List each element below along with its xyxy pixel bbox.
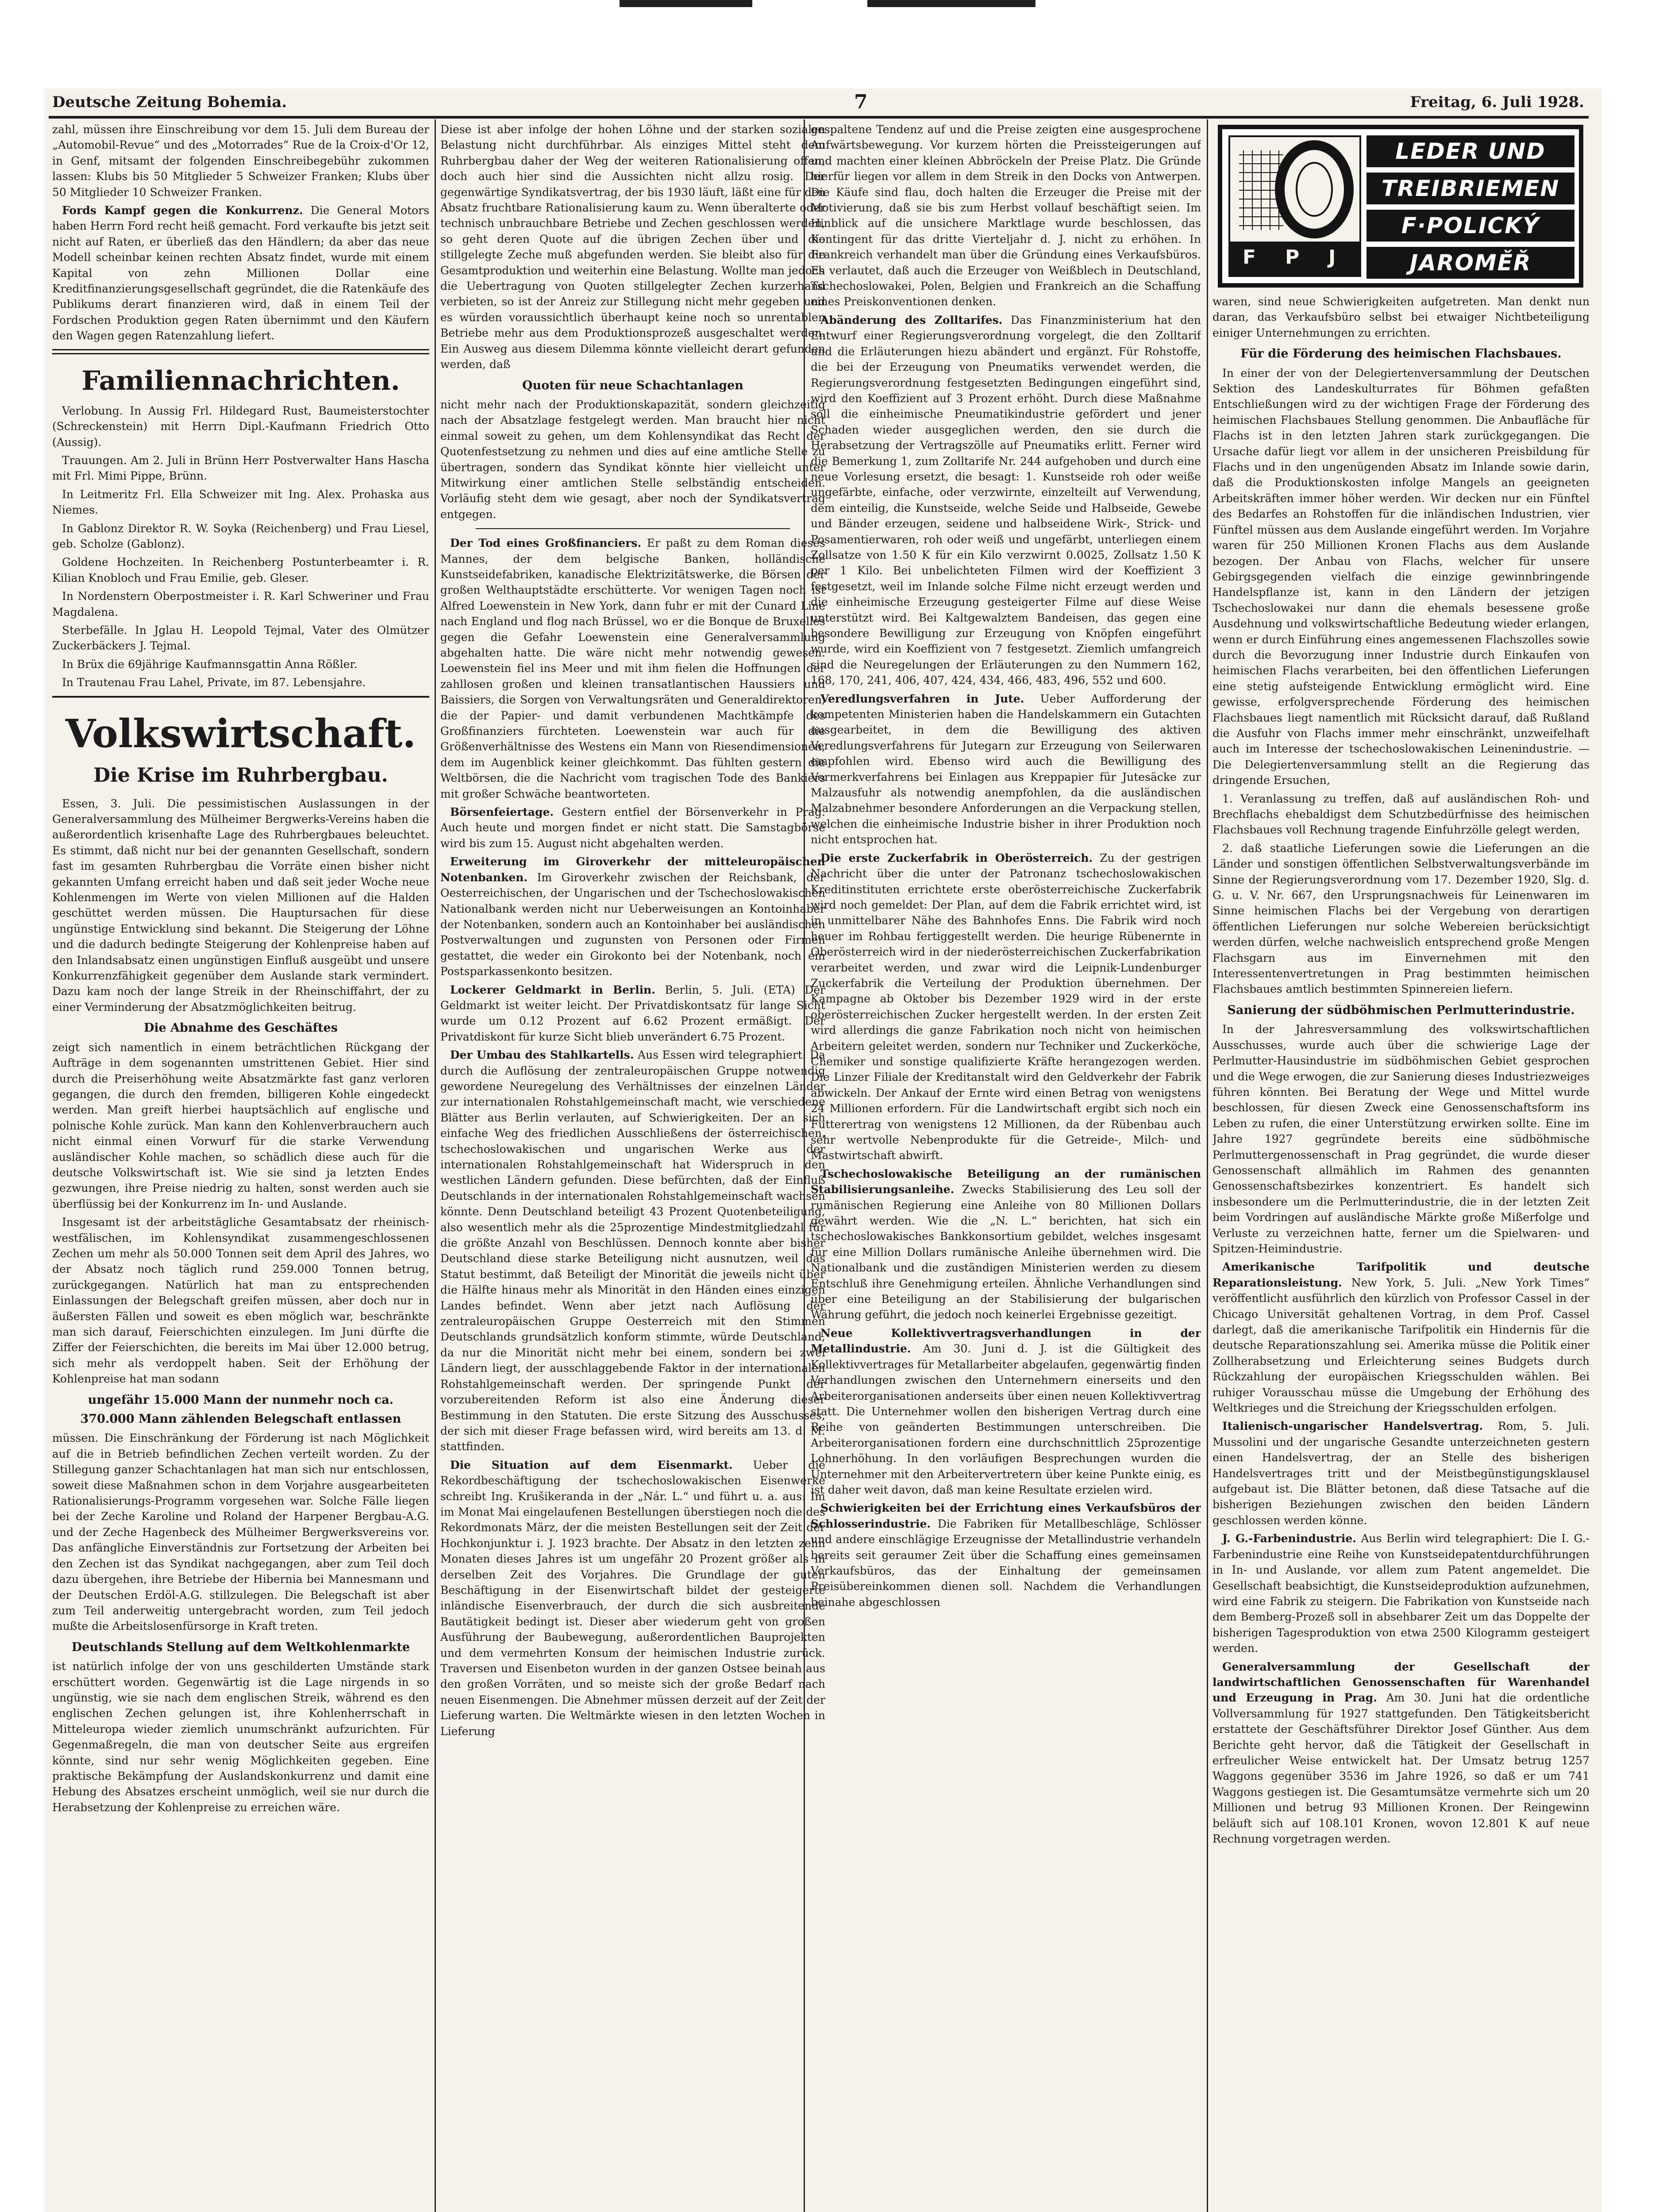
article-text: Das Finanzministerium hat den Entwurf einer Regierungsverordnung vorgelegt, die den Zolltarif und die Erläuterungen hiezu abändert und ergänzt. Für Rohstoffe, die bei der Erzeugung von Pneumatiks verwendet werden, die Regierungsverordnung festgesetzten Bedingungen eingeführt sind, wird den Koeffizient auf 3 Prozent erhöht. Durch diese Maßnahme soll die einheimische Pneumatikindustrie gefördert und jener Schaden wieder ausgeglichen werden, den sie durch die Herabsetzung der Vertragszölle auf Pneumatiks erlitt. Ferner wird die Bemerkung 1, zum Zolltarife Nr. 244 aufgehoben und durch eine neue Vorlesung ersetzt, die besagt: 1. Kunstseide roh oder weiße ungefärbte, einfache, oder verzwirnte, einzelteilt auf Verwendung, dem einteilig, die Kunstseide, welche Seide und Halbseide, Gewebe und Bänder erzeugen, seidene und halbseidene Wirk-, Strick- und Posamentierwaren, roh oder weiß und ungefärbt, unterliegen einem Zollsatze von 1.50 K für ein Kilo verzwirnt 0.0025, Zollsatz 1.50 K per 1 Kilo. Bei unbelichteten Filmen wird der Koeffizient 3 festgesetzt, weil im Inlande solche Filme nicht erzeugt werden und die einheimische Erzeugung gesteigerter Filme auf diese Weise unterstützt wird. Bei Kaltgewalztem Bandeisen, das gegen eine besondere Bewilligung zur Erzeugung von Knöpfen eingeführt wurde, wird ein Koeffizient von 7 festgesetzt. Ziemlich umfangreich sind die Neuregelungen der Erläuterungen zu den Nummern 162, 168, 170, 241, 406, 407, 424, 434, 466, 483, 496, 552 und 600.: [811, 313, 1201, 687]
scan-mount-mark: [620, 0, 752, 7]
family-notice: Goldene Hochzeiten. In Reichenberg Postunterbeamter i. R. Kilian Knobloch und Frau Emilie, geb. Gleser.: [52, 556, 429, 584]
family-notice: Verlobung. In Aussig Frl. Hildegard Rust, Baumeisterstochter (Schreckenstein) mit Herrn Dipl.-Kaufmann Friedrich Otto (Aussig).: [52, 404, 429, 449]
article-paragraph: [52, 203, 429, 344]
article-subheading: Für die Förderung des heimischen Flachsbaues.: [1240, 347, 1562, 361]
article-text: New York, 5. Juli. „New York Times“ veröffentlicht ausführlich den kürzlich von Professor Cassel in der Chicago Universität gehaltenen Vortrag, in dem Prof. Cassel darlegt, daß die amerikanische Tarifpolitik ein Hindernis für die deutsche Reparationszahlung sei. Amerika müsse die Politik einer Zollherabsetzung und Erleichterung seines Budgets durch Rückzahlung der europäischen Kriegsschulden wählen. Bei ruhiger Vorausschau müsse die Umgebung der Erhöhung des Weltkrieges und die Streichung der Kriegsschulden erfolgen.: [1212, 1276, 1590, 1415]
article-paragraph: [811, 1500, 1201, 1610]
family-notice: In Brüx die 69jährige Kaufmannsgattin Anna Rößler.: [62, 657, 358, 671]
article-text: Essen, 3. Juli. Die pessimistischen Auslassungen in der Generalversammlung des Mülheimer Bergwerks-Vereins haben die außerordentlich krisenhafte Lage des Ruhrbergbaues beleuchtet. Es stimmt, daß nicht nur bei der genannten Gesellschaft, sondern fast im gesamten Ruhrbergbau die Vorräte einen bisher nicht gekannten Umfang erreicht haben und daß seit jeder Woche neue Kohlenmengen im Werte von vielen Millionen auf die Halden geschüttet werden müssen. Die Hauptursachen für diese ungünstige Entwicklung sind bekannt. Die Steigerung der Löhne und die dadurch bedingte Steigerung der Kohlenpreise haben auf den Inlandsabsatz einen ungünstigen Einfluß ausgeübt und unsere Konkurrenzfähigkeit gegenüber dem Auslande stark vermindert. Dazu kam noch der lange Streik in der Rheinschiffahrt, der zu einer Verminderung der Absatzmöglichkeiten beitrug.: [52, 797, 429, 1014]
article-heading-inline: Italienisch-ungarischer Handelsvertrag.: [1222, 1420, 1483, 1433]
article-highlight: 370.000 Mann zählenden Belegschaft entlassen: [80, 1412, 401, 1426]
article-paragraph: [811, 850, 1201, 1164]
article-text: Aus Berlin wird telegraphiert: Die I. G.-Farbenindustrie eine Reihe von Kunstseidepatentdurchführungen in In- und Auslande, vor allem zum Patent angemeldet. Die Gesellschaft beabsichtigt, die Kunstseideproduktion aufzunehmen, wird eine Fabrik zu steigern. Die Fabrikation von Kunstseide nach dem Bemberg-Prozeß soll in absehbarer Zeit um das Doppelte der bisherigen Tagesproduktion von etwa 2500 Kilogramm gesteigert werden.: [1212, 1532, 1590, 1655]
article-text: Insgesamt ist der arbeitstägliche Gesamtabsatz der rheinisch-westfälischen, im Kohlensyndikat zusammengeschlossenen Zechen um mehr als 50.000 Tonnen seit dem April des Jahres, wo der Absatz noch täglich rund 259.000 Tonnen betrug, zurückgegangen. Natürlich hat man zu entsprechenden Einlassungen der Belegschaft greifen müssen, aber doch nur in äußersten Fällen und soweit es eben möglich war, beschränkte man sich darauf, Feierschichten einzulegen. Im Juni dürfte die Ziffer der Feierschichten, die bereits im Mai über 12.000 betrug, sich mehr als verdoppelt haben. Seit der Erhöhung der Kohlenpreise hat man sodann: [52, 1216, 429, 1386]
newspaper-name: Deutsche Zeitung Bohemia.: [52, 93, 287, 111]
article-text: Diese ist aber infolge der hohen Löhne und der starken sozialen Belastung nicht durchführbar. Als einziges Mittel steht dem Ruhrbergbau daher der Weg der weiteren Rationalisierung offen, doch auch hier sind die Aussichten nicht allzu rosig. Der gegenwärtige Syndikatsvertrag, der bis 1930 läuft, läßt eine für den Absatz fruchtbare Rationalisierung kaum zu. Wenn überalterte oder technisch unbrauchbare Betriebe und Zechen geschlossen werden, so geht deren Quote auf die übrigen Zechen über und die stillgelegte Zeche muß abgefunden werden. Sie bleibt also für die Gesamtproduktion und weiterhin eine Belastung. Wollte man jedoch die Uebertragung von Quoten stillgelegter Zechen kurzerhand verbieten, so ist der Anreiz zur Stillegung nicht mehr gegeben und es würden voraussichtlich überhaupt keine noch so unrentablen Betriebe mehr aus dem Produktionsprozeß ausgeschaltet werden. Ein Ausweg aus diesem Dilemma könnte vielleicht derart gefunden werden, daß: [440, 123, 825, 371]
article-text: nicht mehr nach der Produktionskapazität, sondern gleichzeitig nach der Absatzlage festgelegt werden. Man braucht hier nicht einmal soweit zu gehen, um dem Kohlensyndikat das Recht der Quotenfestsetzung zu nehmen und dies auf eine amtliche Stelle zu übertragen, sondern das Syndikat könnte hier vielleicht unter Mitwirkung einer amtlichen Stelle selbständig entscheiden. Vorläufig steht dem wie gesagt, aber noch der Syndikatsvertrag entgegen.: [440, 398, 825, 521]
page-header: [49, 91, 1589, 117]
article-text: waren, sind neue Schwierigkeiten aufgetreten. Man denkt nun daran, das Verkaufsbüro selbst bei etwaiger Nichtbeteiligung einiger Unternehmungen zu errichten.: [1212, 295, 1590, 339]
article-subheading: Die Abnahme des Geschäftes: [143, 1021, 338, 1035]
article-heading-inline: Der Tod eines Großfinanciers.: [450, 537, 642, 550]
article-text: Am 30. Juni d. J. ist die Gültigkeit des Kollektivvertrages für Metallarbeiter abgelaufen, gegenwärtig finden Verhandlungen zwischen den Unternehmern einerseits und den Arbeiterorganisationen anderseits über einen neuen Kollektivvertrag statt. Die Unternehmer wollen den bisherigen Vertrag durch eine Reihe von geänderten Bestimmungen unterschreiben. Die Arbeiterorganisationen fordern eine durchschnittlich 25prozentige Lohnerhöhung. In den vorläufigen Besprechungen wurden die Unternehmer mit den Arbeitervertretern über keine Punkte einig, es ist daher weit davon, daß man keine Resultate erzielen wird.: [811, 1342, 1201, 1496]
article-text: gespaltene Tendenz auf und die Preise zeigten eine ausgesprochene Aufwärtsbewegung. Vor kurzem hörten die Preissteigerungen auf und machten einer kleinen Abbröckeln der Preise Platz. Die Gründe hierfür liegen vor allem in dem Streik in den Docks von Antwerpen. Die Käufe sind flau, doch halten die Erzeuger die Preise mit der Motivierung, daß sie bis zum Herbst vollauf beschäftigt seien. Im Hinblick auf die unsichere Marktlage wurde beschlossen, das Kontingent für das dritte Vierteljahr d. J. nicht zu erhöhen. In Frankreich verhandelt man über die Gründung eines Verkaufsbüros. Es verlautet, daß auch die Erzeuger von Weißblech in Deutschland, Tschechoslowakei, Polen, Belgien und Frankreich an die Schaffung eines Preiskonventionen denken.: [811, 123, 1201, 308]
article-heading-inline: Generalversammlung der Gesellschaft der landwirtschaftlichen Genossenschaften für Warenhandel und Erzeugung in Prag.: [1212, 1660, 1590, 1705]
article-text: Am 30. Juni hat die ordentliche Vollversammlung für 1927 stattgefunden. Den Tätigkeitsbericht erstattete der Geschäftsführer Direktor Josef Günther. Aus dem Berichte geht hervor, daß die Tätigkeit der Gesellschaft in erfreulicher Weise entwickelt hat. Der Umsatz betrug 1257 Waggons gegenüber 3536 im Jahre 1926, so daß er um 741 Waggons gestiegen ist. Die Gesamtumsätze vermehrte sich um 20 Millionen und betrug 93 Millionen Kronen. Der Reingewinn beläuft sich auf 108.101 Kronen, wovon 12.801 K auf neue Rechnung vorgetragen werden.: [1212, 1691, 1590, 1845]
article-heading-inline: Fords Kampf gegen die Konkurrenz.: [62, 204, 303, 217]
article-paragraph: [440, 1047, 825, 1455]
article-text: Rom, 5. Juli. Mussolini und der ungarische Gesandte unterzeichneten gestern einen Handelsvertrag, der an Stelle des bisherigen Handelsvertrages tritt und der Meistbegünstigungsklausel aufgebaut ist. Die Blätter betonen, daß diese Tatsache auf die bisherigen Beziehungen zwischen den beiden Ländern geschlossen werden könne.: [1212, 1420, 1590, 1527]
article-paragraph: [440, 535, 825, 802]
column-3: [811, 122, 1201, 2212]
belt-emblem-icon: [1228, 135, 1361, 277]
family-notice: Trauungen. Am 2. Juli in Brünn Herr Postverwalter Hans Hascha mit Frl. Mimi Pippe, Brünn.: [52, 453, 429, 483]
ad-emblem-letter: J: [1328, 246, 1336, 269]
article-text: Im Giroverkehr zwischen der Reichsbank, der Oesterreichischen, der Ungarischen und der Tschechoslowakischen Nationalbank werden nicht nur Ueberweisungen an Kontoinhaber der Notenbanken, sondern auch an Kontoinhaber bei ausländischen Postverwaltungen und zugunsten von Personen oder Firmen gestattet, die weder ein Girokonto bei der Notenbank, noch ein Postsparkassenkonto besitzen.: [440, 871, 825, 978]
article-heading-inline: Die Situation auf dem Eisenmarkt.: [450, 1458, 733, 1471]
ad-emblem-letter: P: [1285, 246, 1300, 269]
column-rule: [1207, 119, 1208, 2212]
article-separator: [476, 528, 790, 529]
article-text: Er paßt zu dem Roman dieses Mannes, der dem belgische Banken, holländische Kunstseidefabriken, kanadische Elektrizitätswerke, die Börsen der großen Welthauptstädte erschütterte. Vor wenigen Tagen noch ist Alfred Loewenstein in New York, dann fuhr er mit der Cunard Line nach England und flog nach Brüssel, wo er die Bonque de Bruxelles gegen die Gefahr Loewenstein eine Generalversammlung abgehalten hatte. Die wäre nicht mehr notwendig gewesen. Loewenstein fiel ins Meer und mit ihm fielen die Hoffnungen der zahllosen großen und kleinen transatlantischen Haussiers und Baissiers, die Sorgen von Verwaltungsräten und Generaldirektoren, die der Papier- und damit verbundenen Machtkämpfe des Großfinanziers fürchteten. Loewenstein war auch für die Größenverhältnisse des Westens ein Mann von Riesendimensionen, dem im Augenblick keiner gleichkommt. Das fühlten gestern die Weltbörsen, die die Nachricht vom tragischen Tode des Bankiers mit großer Schwäche beantworteten.: [440, 537, 825, 800]
ad-emblem-letter: F: [1243, 246, 1256, 269]
article-text: Die General Motors haben Herrn Ford recht heiß gemacht. Ford verkaufte bis jetzt seit nicht auf Raten, er überließ das den Händlern; da aber das neue Modell scheinbar keinen rechten Absatz findet, wurde mit einem Kapital von zehn Millionen Dollar eine Kreditfinanzierungsgesellschaft gegründet, die die Ratenkäufe des Publikums derart finanzieren wird, daß in einem Teil der Fordschen Produktion gegen Raten übernimmt und den Käufern den Wagen gegen Ratenzahlung liefert.: [52, 204, 429, 342]
page-number: 7: [854, 91, 868, 113]
section-heading-family: Familiennachrichten.: [81, 365, 400, 396]
ad-line: TREIBRIEMEN: [1366, 173, 1574, 204]
column-2: [440, 122, 825, 2212]
ad-line: F·POLICKÝ: [1366, 210, 1574, 242]
article-heading-inline: Die erste Zuckerfabrik in Oberösterreich.: [820, 851, 1093, 864]
article-paragraph: [1212, 1418, 1590, 1528]
article-paragraph: [440, 1457, 825, 1739]
article-heading-inline: Schwierigkeiten bei der Errichtung eines Verkaufsbüros der Schlosserindustrie.: [811, 1502, 1201, 1530]
article-text: 2. daß staatliche Lieferungen sowie die Lieferungen an die Länder und sonstigen öffentlichen Selbstverwaltungsverbände im Sinne der Regierungsverordnung vom 17. Dezember 1920, Slg. d. G. u. V. Nr. 667, den Ursprungsnachweis für Leinenwaren im Sinne heimischen Flachs bei der Vergebung von derartigen öffentlichen Lieferungen nur solche Webereien berücksichtigt werden dürfen, welche nachweislich entsprechend große Mengen Flachsgarn aus im Einvernehmen mit den Interessentenvertretungen in Prag bestimmten heimischen Flachsbaues amtlich bestimmten Spinnereien liefern.: [1212, 841, 1590, 996]
article-text: müssen. Die Einschränkung der Förderung ist nach Möglichkeit auf die in Betrieb befindlichen Zechen verteilt worden. Zu der Stillegung ganzer Schachtanlagen hat man sich nur entschlossen, soweit diese Maßnahmen schon in dem Vorjahre ausgearbeiteten Rationalisierungs-Programm vorgesehen war. Solche Fälle liegen bei der Zeche Karoline und Roland der Harpener Bergbau-A.G. und der Zeche Hagenbeck des Mülheimer Bergwerksvereins vor. Das anfängliche Einverständnis zur Fortsetzung der Arbeiten bei den Zechen ist das Syndikat nachgegangen, aber zum Teil doch dazu übergehen, ihre Betriebe der Hibernia bei Mannesmann und der Deutschen Erdöl-A.G. stillzulegen. Die Belegschaft ist aber zum Teil anderweitig untergebracht worden, zum Teil jedoch mußte die Arbeitslosenfürsorge in Kraft treten.: [52, 1432, 429, 1633]
article-heading-inline: Neue Kollektivvertragsverhandlungen in der Metallindustrie.: [811, 1326, 1201, 1356]
article-subheading: Quoten für neue Schachtanlagen: [522, 378, 743, 392]
article-subheading: Deutschlands Stellung auf dem Weltkohlenmarkte: [71, 1640, 410, 1654]
article-text: zahl, müssen ihre Einschreibung vor dem 15. Juli dem Bureau der „Automobil-Revue“ und des „Motorrades“ Rue de la Croix-d'Or 12, in Genf, mitsamt der folgenden Einschreibegebühr zukommen lassen: Klubs bis 50 Mitglieder 5 Schweizer Franken; Klubs über 50 Mitglieder 10 Schweizer Franken.: [52, 123, 429, 199]
family-notices: [52, 403, 429, 691]
family-notice: Sterbefälle. In Jglau H. Leopold Tejmal, Vater des Olmützer Zuckerbäckers J. Tejmal.: [52, 623, 429, 653]
article-paragraph: [1212, 1531, 1590, 1656]
article-highlight: ungefähr 15.000 Mann der nunmehr noch ca.: [88, 1393, 394, 1407]
article-paragraph: [811, 691, 1201, 848]
article-heading-inline: Tschechoslowakische Beteiligung an der rumänischen Stabilisierungsanleihe.: [811, 1167, 1201, 1196]
article-heading-inline: Lockerer Geldmarkt in Berlin.: [450, 983, 656, 996]
article-text: Zu der gestrigen Nachricht über die unter der Patronanz tschechoslowakischen Kreditinstituten errichtete erste oberösterreichische Zuckerfabrik wird noch gemeldet: Der Plan, auf dem die Fabrik errichtet wird, ist in unmittelbarer Nähe des Bahnhofes Enns. Die Fabrik wird noch heuer im Rohbau fertiggestellt werden. Die heurige Rübenernte in Oberösterreich wird in der niederösterreichischen Zuckerfabrikation verarbeitet werden, und zwar wird die Leipnik-Lundenburger Zuckerfabrik die Verteilung der Produktion übernehmen. Der Kampagne ab Oktober bis Dezember 1929 wird in der erste oberösterreichischen Zucker hergestellt werden. In der ersten Zeit wird allerdings die ganze Fabrikation noch nicht von heimischen Arbeitern geleitet werden, sondern nur Techniker und Zuckerköche, Chemiker und sonstige qualifizierte Kräfte herangezogen werden. Die Linzer Filiale der Kreditanstalt wird den Geldverkehr der Fabrik abwickeln. Der Ankauf der Ernte wird einen Betrag von wenigstens 24 Millionen erfordern. Für die Landwirtschaft ergibt sich noch ein Futterertrag von wenigstens 12 Millionen, da der Rübenbau auch sehr wertvolle Nebenprodukte für die Getreide-, Milch- und Mastwirtschaft abwirft.: [811, 851, 1201, 1162]
article-text: Die Fabriken für Metallbeschläge, Schlösser und andere einschlägige Erzeugnisse der Metallindustrie verhandeln bereits seit geraumer Zeit über die Schaffung eines gemeinsamen Verkaufsbüros, das der Einhaltung der gemeinsamen Preisübereinkommen dienen soll. Nachdem die Verhandlungen beinahe abgeschlossen: [811, 1517, 1201, 1609]
article-paragraph: [440, 804, 825, 851]
article-paragraph: [1212, 1659, 1590, 1847]
article-heading-inline: Veredlungsverfahren in Jute.: [820, 692, 1024, 705]
article-paragraph: [440, 854, 825, 979]
article-heading-inline: Börsenfeiertage.: [450, 806, 554, 819]
family-notice: In Trautenau Frau Lahel, Private, im 87. Lebensjahre.: [62, 676, 366, 689]
article-paragraph: [811, 312, 1201, 688]
column-4: [1212, 294, 1590, 2212]
article-text: Berlin, 5. Juli. (ETA) Der Geldmarkt ist weiter leicht. Der Privatdiskontsatz für lange Sicht wurde um 0.12 Prozent auf 6.62 Prozent ermäßigt. Der Privatdiskont für kurze Sicht blieb unverändert 6.75 Prozent.: [440, 983, 825, 1043]
column-rule: [435, 119, 436, 2212]
ad-line: JAROMĚŘ: [1366, 247, 1574, 279]
article-text: Aus Essen wird telegraphiert: Da durch die Auflösung der zentraleuropäischen Gruppe notwendig gewordene Neuregelung des Verhältnisses der einzelnen Länder zur internationalen Rohstahlgemeinschaft macht, wie verschiedene Blätter aus Berlin verlauten, auf Schwierigkeiten. Der an sich einfache Weg des friedlichen Ausschließens der österreichischen, tschechoslowakischen und ungarischen Werke aus der internationalen Rohstahlgemeinschaft hat Widerspruch in den westlichen Ländern gefunden. Diese befürchten, daß der Einfluß Deutschlands in der internationalen Rohstahlgemeinschaft wachsen könnte. Denn Deutschland beteiligt 43 Prozent Quotenbeteiligung, also wesentlich mehr als die 25prozentige Mindestmitgliedzahl für die größte Anzahl von Beschlüssen. Dennoch konnte aber bisher Deutschland diese starke Beteiligung nicht ausnutzen, weil das Statut bestimmt, daß Beteiligt der Minorität die jeweils nicht über die Hälfte hinaus mehr als Minorität in den Händen eines einzigen Landes befindet. Wenn aber jetzt nach Auflösung der zentraleuropäischen Gruppe Oesterreich mit den Stimmen Deutschlands grundsätzlich konform stimmte, würde Deutschland, da nur die Minorität nicht mehr bei einem, sondern bei zwei Ländern liegt, der ausschlaggebende Faktor in der internationalen Rohstahlgemeinschaft werden. Der springende Punkt der vorzubereitenden Reform ist also eine Änderung dieser Bestimmung in den Statuten. Die erste Sitzung des Ausschusses, der sich mit dieser Frage befassen wird, wird bereits am 13. d. M. stattfinden.: [440, 1048, 825, 1453]
article-text: ist natürlich infolge der von uns geschilderten Umstände stark erschüttert worden. Gegenwärtig ist die Lage nirgends in so ungünstig, wie sie nach dem englischen Streik, während es den englischen Zechen gelungen ist, ihre Kohlenherrschaft in Mitteleuropa wieder ziemlich unumschränkt aufzurichten. Für Gegenmaßregeln, die man von deutscher Seite aus ergreifen könnte, sind nur sehr wenig Möglichkeiten gegeben. Eine praktische Bekämpfung der Auslandskonkurrenz und damit eine Hebung des Absatzes erscheint unmöglich, weil sie nur durch die Herabsetzung der Kohlenpreise zu erreichen wäre.: [52, 1660, 429, 1814]
article-paragraph: [811, 1325, 1201, 1498]
article-heading-inline: Der Umbau des Stahlkartells.: [450, 1048, 634, 1062]
article-text: Zwecks Stabilisierung des Leu soll der rumänischen Regierung eine Anleihe von 80 Millionen Dollars gewährt werden. Wie die „N. L.“ berichten, hat sich ein tschechoslowakisches Bankkonsortium gebildet, welches insgesamt für eine Million Dollars rumänische Anleihe übernehmen wird. Die Nationalbank und die zuständigen Ministerien werden zu diesem Entschluß ihre Genehmigung erteilen. Ähnliche Verhandlungen sind über eine Beteiligung an der Stabilisierung der bulgarischen Währung geführt, die jedoch noch keinerlei Ergebnisse gezeitigt.: [811, 1183, 1201, 1321]
article-text: zeigt sich namentlich in einem beträchtlichen Rückgang der Aufträge in dem sogenannten umstrittenen Gebiet. Hier sind durch die Preiserhöhung weite Absatzmärkte fast ganz verloren gegangen, die durch den fremden, billigeren Kohle eingedeckt werden. Man greift hierbei hauptsächlich auf englische und polnische Kohle zurück. Man kann den Kohlenverbrauchern auch nicht einmal einen Vorwurf für die starke Verwendung ausländischer Kohle machen, so schädlich diese auch für die deutsche Volkswirtschaft ist. Wie sie sind ja letzten Endes gezwungen, ihre Preise niedrig zu halten, sonst werden auch sie überflüssig bei der Konkurrenz im In- und Auslande.: [52, 1041, 429, 1210]
article-text: Ueber die Rekordbeschäftigung der tschechoslowakischen Eisenwerke schreibt Ing. Krušikeranda in der „Nár. L.“ und führt u. a. aus: Im im Monat Mai eingelaufenen Bestellungen überstiegen noch die des Rekordmonats März, der die meisten Bestellungen seit der Zeit der Hochkonjunktur i. J. 1923 brachte. Der Absatz in den letzten zehn Monaten dieses Jahres ist um ungefähr 20 Prozent größer als in derselben Zeit des Vorjahres. Die Grundlage der guten Beschäftigung in der Eisenwirtschaft bildet der gesteigerte inländische Eisenverbrauch, der durch die sich ausbreitende Bautätigkeit bedingt ist. Dieser aber wiederum geht von großen Ausführung der Baubewegung, außerordentlichen Bauprojekten und dem vermehrten Konsum der heimischen Industrie zurück. Traversen und Eisenbeton wurden in der ganzen Ostsee beinah aus den großen Vorräten, und so meiste sich der große Bedarf nach neuen Eisenmengen. Die Abnehmer müssen derzeit auf der Zeit der Lieferung warten. Die Weltmärkte wiesen in den letzten Wochen in Lieferung: [440, 1458, 825, 1738]
ad-line: LEDER UND: [1366, 135, 1574, 167]
section-rule: [52, 349, 429, 354]
article-heading-inline: J. G.-Farbenindustrie.: [1222, 1532, 1356, 1545]
article-text: In der Jahresversammlung des volkswirtschaftlichen Ausschusses, wurde auch über die schwierige Lage der Perlmutter-Hausindustrie im südböhmischen Gebiet gesprochen und die Wege erwogen, die zur Sanierung dieses Industriezweiges führen könnten. Bei Beratung der Wege und Mittel wurde beschlossen, für diesen Zweck eine Genossenschaftsform ins Leben zu rufen, die einer Unterstützung erwirken sollte. Eine im Jahre 1927 gegründete bereits eine südböhmische Perlmuttergenossenschaft in Prag gegründet, die wurde dieser Genossenschaft allmählich im Rahmen des genannten Genossenschaftsbezirkes konzentriert. Es handelt sich insbesondere um die Perlmutterindustrie, die in der letzten Zeit beim Vordringen auf ausländische Märkte große Mißerfolge und Verluste zu verzeichnen hatte, ferner um die Spielwaren- und Spitzen-Heimindustrie.: [1212, 1023, 1590, 1255]
issue-date: Freitag, 6. Juli 1928.: [1410, 93, 1584, 111]
article-heading-inline: Erweiterung im Giroverkehr der mitteleuropäischen Notenbanken.: [440, 855, 825, 884]
article-heading-inline: Amerikanische Tarifpolitik und deutsche Reparationsleistung.: [1212, 1260, 1590, 1289]
article-text: In einer der von der Delegiertenversammlung der Deutschen Sektion des Landeskulturrates für Böhmen gefaßten Entschließungen wird zu der wichtigen Frage der Förderung des heimischen Flachsbaues Stellung genommen. Die Anbaufläche für Flachs ist in den letzten Jahren stark zurückgegangen. Die Ursache dafür liegt vor allem in der unsicheren Preisbildung für Flachs und in den ungenügenden Absatz im Inlande sowie darin, daß die Produktionskosten infolge Mangels an geeigneten Arbeitskräften immer höher werden. Wir decken nur ein Fünftel des Bedarfes an Rohstoffen für die inländischen Industrien, vier Fünftel müssen aus dem Auslande eingeführt werden. Im Vorjahre waren für 250 Millionen Kronen Flachs aus dem Auslande bezogen. Der Anbau von Flachs, welcher für unsere Gebirgsgegenden vielfach die einzige gewinnbringende Handelspflanze ist, kann in den Ländern der jetzigen Tschechoslowakei nur dann die ehemals besessene große Ausdehnung und volkswirtschaftliche Bedeutung wieder erlangen, wenn er durch Einführung eines angemessenen Flachszolles sowie durch die Bevorzugung inner Industrie durch Einkaufen von heimischen Flachs verarbeiten, bei den öffentlichen Lieferungen eine stetig aufsteigende Entwicklung ermöglicht wird. Eine gewisse, erfolgversprechende Förderung des heimischen Flachsbaues liegt namentlich mit Rücksicht darauf, daß Rußland die Ausfuhr von Flachs immer mehr einschränkt, unzweifelhaft auch im Interesse der tschechoslowakischen Leinenindustrie. — Die Delegiertenversammlung stellt an die Regierung das dringende Ersuchen,: [1212, 366, 1590, 787]
column-1: [52, 122, 429, 2212]
family-notice: In Leitmeritz Frl. Ella Schweizer mit Ing. Alex. Prohaska aus Niemes.: [52, 488, 429, 517]
article-heading-inline: Abänderung des Zolltarifes.: [820, 313, 1003, 326]
section-rule: [52, 696, 429, 698]
article-paragraph: [811, 1166, 1201, 1323]
family-notice: In Gablonz Direktor R. W. Soyka (Reichenberg) und Frau Liesel, geb. Scholze (Gablonz).: [52, 522, 429, 550]
article-paragraph: [1212, 1259, 1590, 1416]
scan-mount-mark: [867, 0, 1035, 7]
article-paragraph: [440, 982, 825, 1045]
family-notice: In Nordenstern Oberpostmeister i. R. Karl Schweriner und Frau Magdalena.: [52, 590, 429, 618]
header-rule: [49, 116, 1589, 119]
article-text: Ueber Aufforderung der kompetenten Ministerien haben die Handelskammern ein Gutachten ausgearbeitet, in dem die Bewilligung des aktiven Veredlungsverfahrens für Jutegarn zur Erzeugung von Seilerwaren empfohlen wird. Ebenso wird auch die Bewilligung des Vormerkverfahrens bei Einlagen aus Kreppapier für Jutesäcke zur Malzausfuhr als notwendig anempfohlen, da die ausländischen Malzabnehmer besondere Anforderungen an die Verpackung stellen, welchen die einheimische Industrie bisher in ihrer Produktion noch nicht entsprochen hat.: [811, 692, 1201, 846]
section-heading-economy: Volkswirtschaft.: [65, 710, 416, 757]
article-text: 1. Veranlassung zu treffen, daß auf ausländischen Roh- und Brechflachs ehebaldigst dem Schutzbedürfnisse des heimischen Flachsbaues voll Rechnung tragende Einfuhrzölle gelegt werden,: [1212, 792, 1590, 837]
article-subheading: Sanierung der südböhmischen Perlmutterindustrie.: [1227, 1003, 1575, 1017]
advertisement-leder-treibriemen: [1218, 125, 1583, 288]
article-text: Gestern entfiel der Börsenverkehr in Prag. Auch heute und morgen findet er nicht statt. Die Samstagbörse wird bis zum 15. August nicht abgehalten werden.: [440, 806, 825, 850]
article-title: Die Krise im Ruhrbergbau.: [93, 764, 388, 787]
